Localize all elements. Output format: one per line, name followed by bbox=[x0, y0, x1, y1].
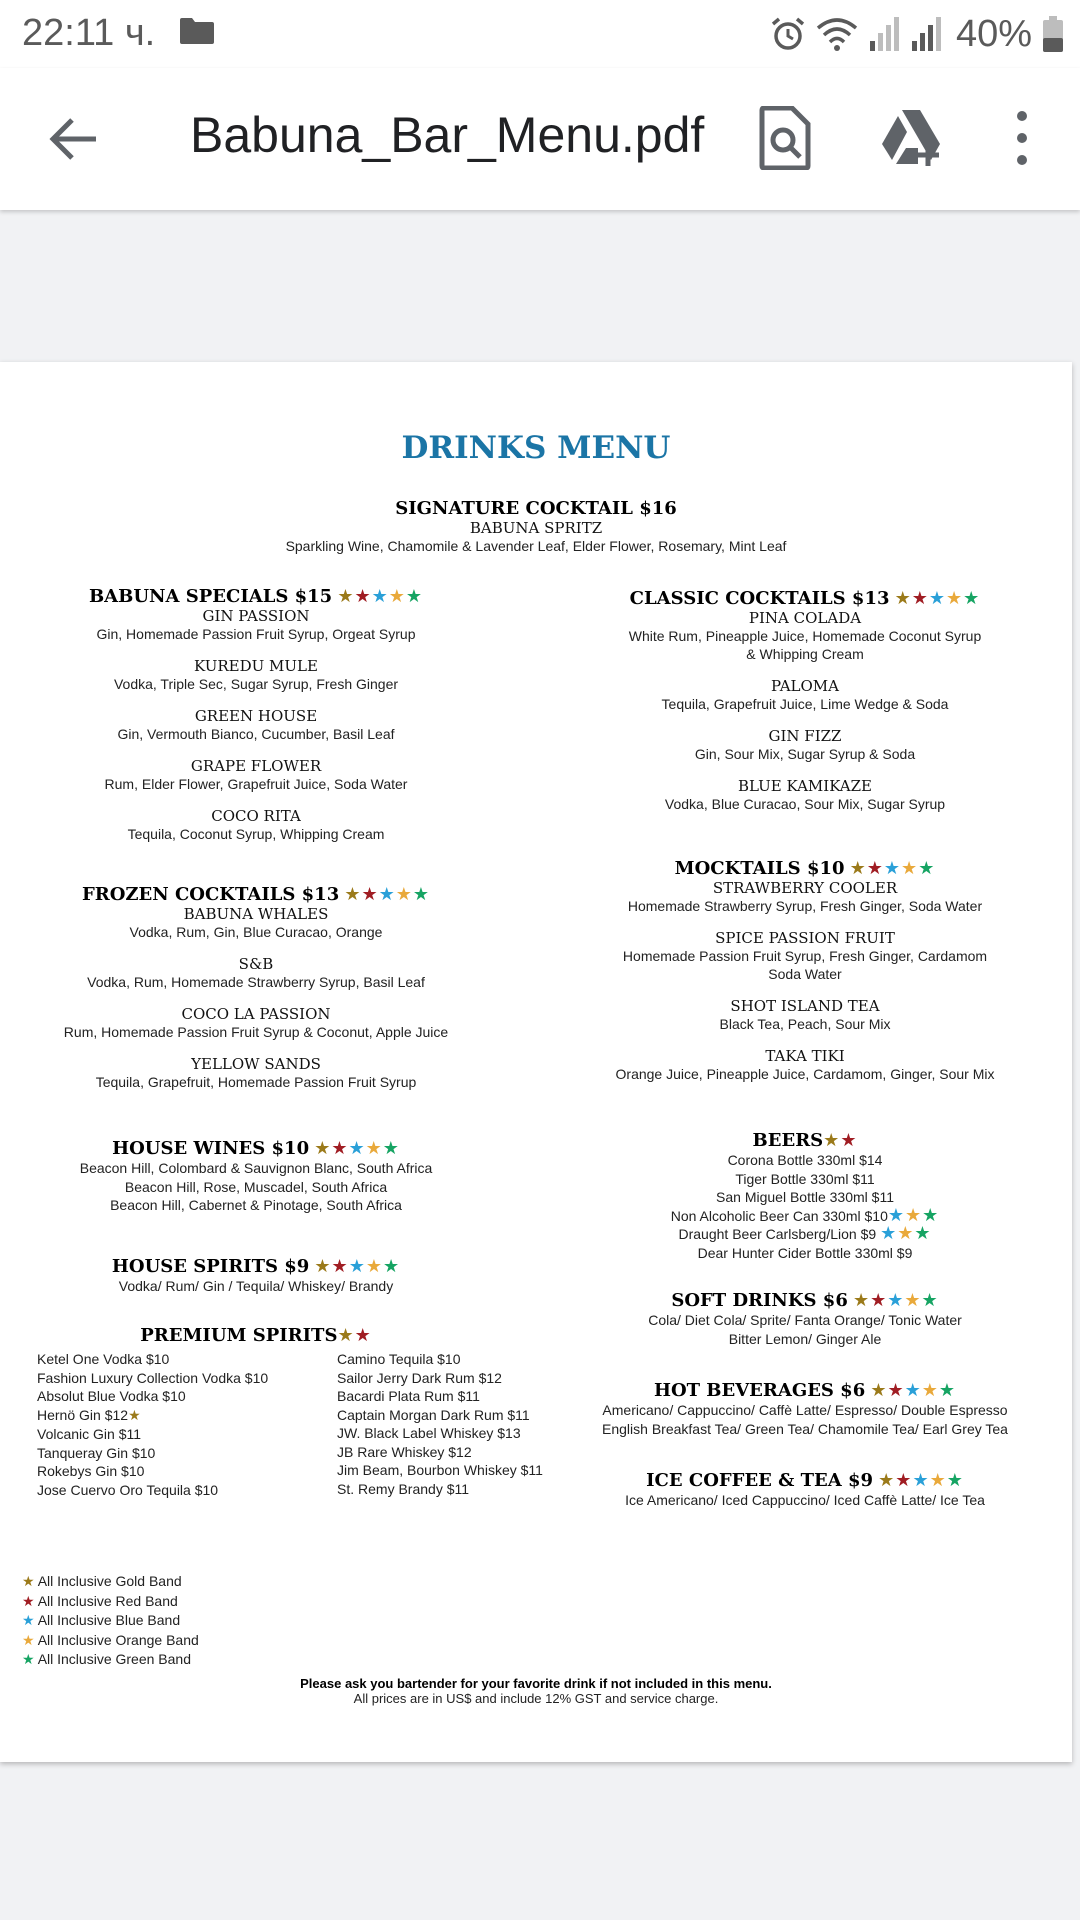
menu-item: GREEN HOUSE Gin, Vermouth Bianco, Cucumber, Basil Leaf bbox=[117, 707, 395, 742]
green-star-icon: ★ bbox=[22, 1652, 35, 1668]
more-options-icon[interactable] bbox=[1008, 108, 1036, 168]
house-spirits-title: HOUSE SPIRITS $9 bbox=[111, 1256, 310, 1277]
add-to-drive-icon[interactable] bbox=[880, 106, 942, 168]
menu-item: COCO RITA Tequila, Coconut Syrup, Whipping Cream bbox=[127, 807, 385, 842]
premium-spirits-left-list bbox=[37, 1350, 268, 1499]
red-star-icon: ★ bbox=[22, 1593, 35, 1610]
beer-line: Non Alcoholic Beer Can 330ml $10★★★ bbox=[670, 1204, 940, 1226]
ice-coffee-title: ICE COFFEE & TEA $9 bbox=[646, 1470, 874, 1491]
menu-item: S&B Vodka, Rum, Homemade Strawberry Syrup, Basil Leaf bbox=[87, 955, 425, 990]
band-stars: ★★★★★ bbox=[849, 858, 936, 879]
gold-star-icon: ★ bbox=[22, 1574, 35, 1590]
wine-line: Beacon Hill, Cabernet & Pinotage, South Africa bbox=[110, 1197, 402, 1213]
list-item: JB Rare Whiskey $12 bbox=[337, 1443, 472, 1460]
signature-title: SIGNATURE COCKTAIL $16 bbox=[395, 498, 677, 519]
document-title: Babuna_Bar_Menu.pdf bbox=[190, 107, 705, 163]
folder-icon bbox=[180, 18, 214, 44]
soft-drinks-line: Bitter Lemon/ Ginger Ale bbox=[728, 1330, 882, 1347]
signal-1-icon bbox=[868, 17, 900, 51]
menu-item: YELLOW SANDS Tequila, Grapefruit, Homemade Passion Fruit Syrup bbox=[95, 1055, 417, 1090]
hot-beverages-line: English Breakfast Tea/ Green Tea/ Chamomile Tea/ Earl Grey Tea bbox=[602, 1420, 1008, 1437]
gold-star-icon: ★ bbox=[128, 1407, 141, 1424]
menu-item: TAKA TIKI Orange Juice, Pineapple Juice, Cardamom, Ginger, Sour Mix bbox=[615, 1047, 995, 1082]
orange-star-icon: ★ bbox=[22, 1632, 35, 1649]
beer-line: Corona Bottle 330ml $14 bbox=[727, 1152, 883, 1168]
app-toolbar bbox=[0, 68, 1080, 210]
band-stars: ★★★★★ bbox=[337, 586, 424, 607]
signature-item-name: BABUNA SPRITZ bbox=[469, 519, 603, 537]
footer-note: Please ask you bartender for your favorite drink if not included in this menu. bbox=[300, 1676, 772, 1691]
menu-item: COCO LA PASSION Rum, Homemade Passion Fruit Syrup & Coconut, Apple Juice bbox=[63, 1005, 449, 1040]
wine-line: Beacon Hill, Rose, Muscadel, South Africa bbox=[124, 1178, 388, 1195]
blue-star-icon: ★ bbox=[22, 1613, 35, 1629]
list-item: Sailor Jerry Dark Rum $12 bbox=[337, 1369, 502, 1386]
hot-beverages-section bbox=[570, 1380, 1040, 1438]
list-item: Captain Morgan Dark Rum $11 bbox=[337, 1406, 530, 1423]
classic-cocktails-title: CLASSIC COCKTAILS $13 bbox=[629, 588, 890, 609]
signal-2-icon bbox=[910, 17, 942, 51]
mocktails-section bbox=[580, 858, 1030, 1097]
footer-prices-note: All prices are in US$ and include 12% GST and service charge. bbox=[353, 1691, 719, 1706]
list-item: Rokebys Gin $10 bbox=[37, 1463, 145, 1479]
back-arrow-icon[interactable] bbox=[44, 110, 102, 168]
menu-item: PINA COLADA White Rum, Pineapple Juice, Homemade Coconut Syrup & Whipping Cream bbox=[628, 609, 982, 662]
legend-item: ★ All Inclusive Green Band bbox=[22, 1651, 191, 1668]
legend-item: ★ All Inclusive Blue Band bbox=[22, 1612, 181, 1629]
menu-item: PALOMA Tequila, Grapefruit Juice, Lime Wedge & Soda bbox=[661, 677, 949, 712]
band-stars: ★★★★★ bbox=[314, 1256, 401, 1277]
signature-item-desc: Sparkling Wine, Chamomile & Lavender Leaf, Elder Flower, Rosemary, Mint Leaf bbox=[285, 538, 787, 554]
menu-footer bbox=[0, 1676, 1072, 1706]
menu-item: SHOT ISLAND TEA Black Tea, Peach, Sour Mix bbox=[719, 997, 891, 1032]
premium-spirits-title: PREMIUM SPIRITS bbox=[140, 1325, 338, 1346]
list-item: Tanqueray Gin $10 bbox=[37, 1444, 156, 1461]
beer-line: Draught Beer Carlsberg/Lion $9 ★★★ bbox=[678, 1223, 932, 1244]
status-time: 22:11 ч. bbox=[22, 12, 156, 54]
list-item: Ketel One Vodka $10 bbox=[37, 1351, 170, 1367]
band-stars: ★★★★★ bbox=[894, 588, 981, 609]
battery-level: 40% bbox=[955, 12, 1032, 55]
house-wines-title: HOUSE WINES $10 bbox=[112, 1138, 310, 1159]
soft-drinks-title: SOFT DRINKS $6 bbox=[671, 1290, 848, 1311]
house-spirits-line: Vodka/ Rum/ Gin / Tequila/ Whiskey/ Brandy bbox=[118, 1278, 394, 1294]
premium-spirits-header bbox=[40, 1325, 472, 1346]
house-spirits-section bbox=[40, 1256, 472, 1296]
band-stars: ★★ bbox=[337, 1325, 372, 1346]
menu-item: GIN PASSION Gin, Homemade Passion Fruit Syrup, Orgeat Syrup bbox=[96, 607, 416, 642]
classic-cocktails-section bbox=[580, 588, 1030, 827]
menu-title: DRINKS MENU bbox=[401, 430, 671, 466]
band-stars: ★★★★★ bbox=[344, 884, 431, 905]
legend-item: ★ All Inclusive Red Band bbox=[22, 1592, 178, 1610]
menu-item: BLUE KAMIKAZE Vodka, Blue Curacao, Sour Mix, Sugar Syrup bbox=[664, 777, 946, 812]
band-stars: ★★★ bbox=[887, 1204, 940, 1226]
pdf-page bbox=[0, 362, 1072, 1762]
find-in-document-icon[interactable] bbox=[756, 106, 814, 170]
hot-beverages-line: Americano/ Cappuccino/ Caffè Latte/ Espresso/ Double Espresso bbox=[602, 1402, 1008, 1418]
beer-line: San Miguel Bottle 330ml $11 bbox=[716, 1189, 894, 1205]
wine-line: Beacon Hill, Colombard & Sauvignon Blanc, South Africa bbox=[79, 1160, 433, 1176]
ice-coffee-line: Ice Americano/ Iced Cappuccino/ Iced Caffè Latte/ Ice Tea bbox=[625, 1492, 985, 1508]
frozen-cocktails-section bbox=[40, 884, 472, 1105]
band-stars: ★★ bbox=[823, 1130, 858, 1151]
list-item: Hernö Gin $12★ bbox=[37, 1406, 141, 1424]
list-item: Fashion Luxury Collection Vodka $10 bbox=[37, 1369, 269, 1386]
alarm-icon bbox=[770, 16, 806, 52]
band-stars: ★★★★★ bbox=[314, 1138, 400, 1159]
band-legend bbox=[22, 1572, 199, 1670]
list-item: St. Remy Brandy $11 bbox=[337, 1480, 470, 1497]
beer-line: Tiger Bottle 330ml $11 bbox=[735, 1170, 875, 1187]
soft-drinks-line: Cola/ Diet Cola/ Sprite/ Fanta Orange/ Tonic Water bbox=[648, 1312, 962, 1328]
beer-line: Dear Hunter Cider Bottle 330ml $9 bbox=[697, 1244, 913, 1261]
babuna-specials-title: BABUNA SPECIALS $15 bbox=[88, 586, 333, 607]
list-item: Absolut Blue Vodka $10 bbox=[37, 1388, 186, 1404]
legend-item: ★ All Inclusive Gold Band bbox=[22, 1573, 182, 1590]
hot-beverages-title: HOT BEVERAGES $6 bbox=[653, 1380, 866, 1401]
legend-item: ★ All Inclusive Orange Band bbox=[22, 1631, 199, 1649]
list-item: Camino Tequila $10 bbox=[337, 1351, 461, 1367]
menu-item: GRAPE FLOWER Rum, Elder Flower, Grapefruit Juice, Soda Water bbox=[104, 757, 408, 792]
ice-coffee-section bbox=[580, 1470, 1030, 1510]
band-stars: ★★★★★ bbox=[852, 1290, 939, 1311]
menu-item: GIN FIZZ Gin, Sour Mix, Sugar Syrup & Soda bbox=[694, 727, 916, 762]
band-stars: ★★★★★ bbox=[870, 1380, 957, 1401]
babuna-specials-section bbox=[40, 586, 472, 857]
list-item: Jose Cuervo Oro Tequila $10 bbox=[37, 1481, 219, 1498]
status-bar bbox=[0, 0, 1080, 68]
list-item: Jim Beam, Bourbon Whiskey $11 bbox=[337, 1462, 543, 1478]
wifi-icon bbox=[816, 16, 858, 52]
list-item: Volcanic Gin $11 bbox=[37, 1426, 142, 1442]
menu-item: STRAWBERRY COOLER Homemade Strawberry Syrup, Fresh Ginger, Soda Water bbox=[627, 879, 983, 914]
frozen-cocktails-title: FROZEN COCKTAILS $13 bbox=[81, 884, 340, 905]
menu-item: KUREDU MULE Vodka, Triple Sec, Sugar Syrup, Fresh Ginger bbox=[113, 657, 399, 692]
beers-title: BEERS bbox=[752, 1130, 824, 1151]
battery-icon bbox=[1042, 16, 1064, 52]
menu-item: SPICE PASSION FRUIT Homemade Passion Fruit Syrup, Fresh Ginger, Cardamom Soda Water bbox=[622, 929, 988, 982]
signature-section bbox=[0, 498, 1072, 555]
premium-spirits-right-list bbox=[337, 1350, 543, 1498]
band-stars: ★★★ bbox=[880, 1223, 932, 1244]
house-wines-section bbox=[40, 1138, 472, 1215]
soft-drinks-section bbox=[580, 1290, 1030, 1348]
list-item: JW. Black Label Whiskey $13 bbox=[337, 1425, 521, 1441]
band-stars: ★★★★★ bbox=[878, 1470, 964, 1491]
list-item: Bacardi Plata Rum $11 bbox=[337, 1388, 480, 1404]
beers-section bbox=[580, 1130, 1030, 1262]
menu-item: BABUNA WHALES Vodka, Rum, Gin, Blue Curacao, Orange bbox=[129, 905, 383, 940]
mocktails-title: MOCKTAILS $10 bbox=[674, 858, 845, 879]
